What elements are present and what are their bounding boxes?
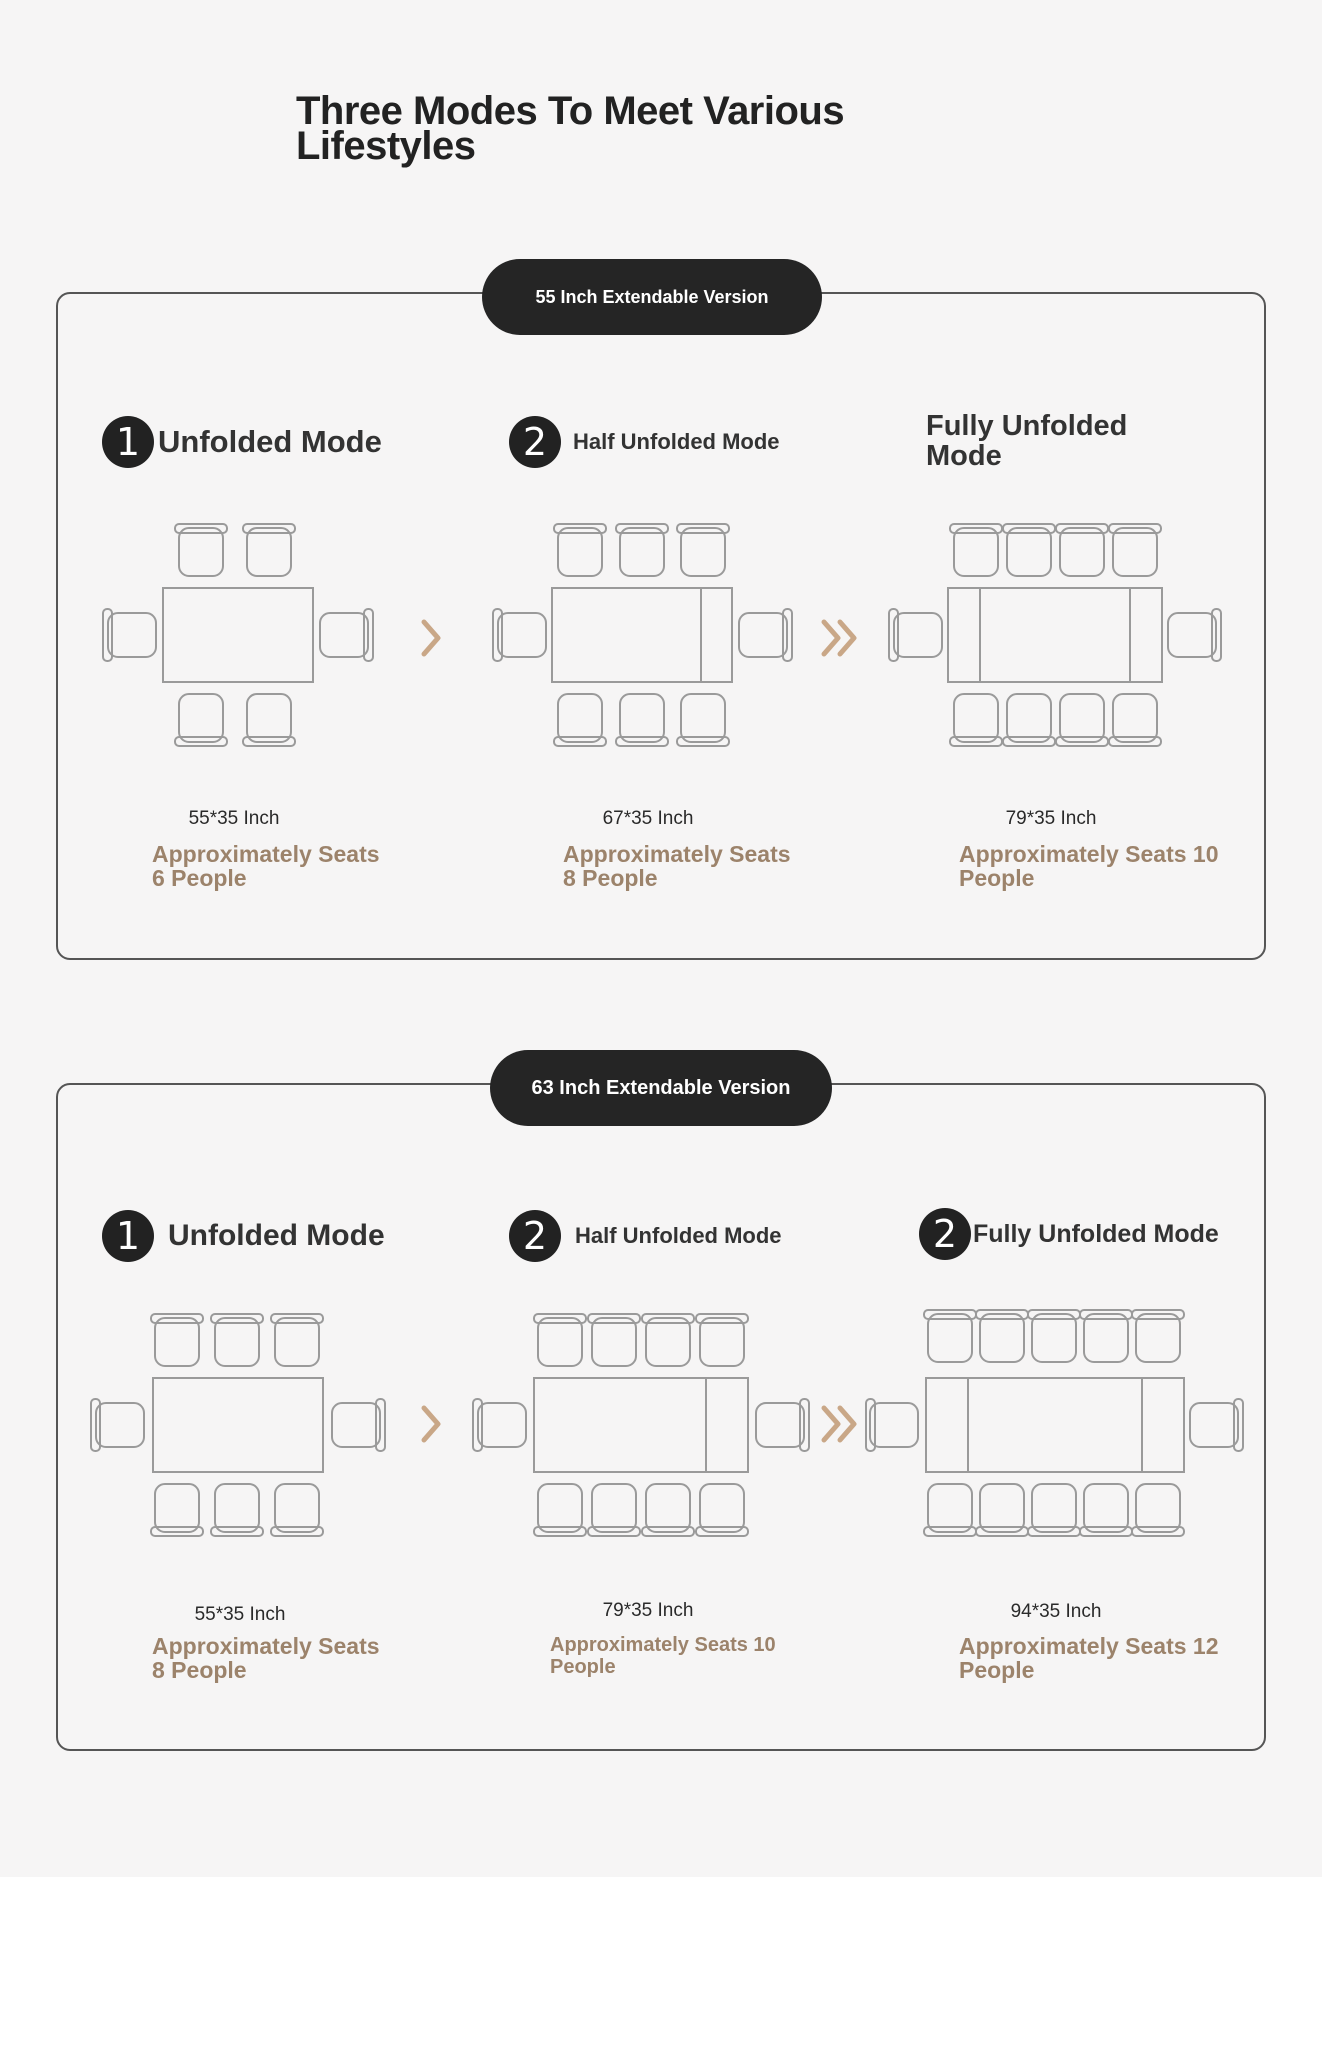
chair-icon bbox=[677, 524, 729, 576]
seat-capacity: Approximately Seats 10 People bbox=[959, 841, 1219, 891]
chair-icon bbox=[1056, 524, 1108, 576]
table-icon bbox=[552, 588, 732, 682]
chair-icon bbox=[1080, 1310, 1132, 1362]
table-diagram-6-seats bbox=[100, 520, 382, 750]
chair-icon bbox=[950, 694, 1002, 746]
chair-icon bbox=[642, 1484, 694, 1536]
version-badge-55: 55 Inch Extendable Version bbox=[482, 259, 822, 335]
table-icon bbox=[163, 588, 313, 682]
chair-icon bbox=[175, 524, 227, 576]
table-size: 79*35 Inch bbox=[602, 1600, 694, 1621]
mode-title: Fully Unfolded Mode bbox=[973, 1219, 1219, 1248]
table-size: 55*35 Inch bbox=[188, 808, 280, 829]
chair-icon bbox=[1056, 694, 1108, 746]
seat-capacity: Approximately Seats 8 People bbox=[152, 1633, 380, 1683]
chair-icon bbox=[976, 1310, 1028, 1362]
mode-title: Unfolded Mode bbox=[168, 1219, 385, 1252]
chair-icon bbox=[1003, 524, 1055, 576]
table-icon bbox=[534, 1378, 748, 1472]
chair-icon bbox=[151, 1314, 203, 1366]
chair-icon bbox=[1168, 609, 1221, 661]
table-size: 67*35 Inch bbox=[602, 808, 694, 829]
table-diagram-10-seats bbox=[884, 520, 1226, 750]
chair-icon bbox=[889, 609, 942, 661]
chair-icon bbox=[1132, 1484, 1184, 1536]
chair-icon bbox=[976, 1484, 1028, 1536]
chair-icon bbox=[924, 1484, 976, 1536]
chair-icon bbox=[1190, 1399, 1243, 1451]
chair-icon bbox=[696, 1484, 748, 1536]
chair-icon bbox=[534, 1484, 586, 1536]
mode-title: Unfolded Mode bbox=[158, 424, 382, 459]
chair-icon bbox=[950, 524, 1002, 576]
mode-head-unfolded bbox=[102, 416, 382, 468]
chair-icon bbox=[616, 694, 668, 746]
chair-icon bbox=[151, 1484, 203, 1536]
table-size: 55*35 Inch bbox=[194, 1604, 286, 1625]
number-1-icon: 1 bbox=[102, 1210, 154, 1262]
chair-icon bbox=[588, 1484, 640, 1536]
chair-icon bbox=[642, 1314, 694, 1366]
chair-icon bbox=[616, 524, 668, 576]
chair-icon bbox=[756, 1399, 809, 1451]
chair-icon bbox=[1109, 694, 1161, 746]
page-title: Three Modes To Meet Various Lifestyles bbox=[296, 89, 845, 168]
chair-icon bbox=[554, 524, 606, 576]
chair-icon bbox=[103, 609, 156, 661]
mode-head-unfolded bbox=[102, 1210, 385, 1262]
chair-icon bbox=[866, 1399, 918, 1451]
chevron-right-icon bbox=[416, 1404, 446, 1444]
chair-icon bbox=[696, 1314, 748, 1366]
number-1-icon: 1 bbox=[102, 416, 154, 468]
table-icon bbox=[926, 1378, 1184, 1472]
chair-icon bbox=[473, 1399, 526, 1451]
table-size: 94*35 Inch bbox=[1010, 1601, 1102, 1622]
chair-icon bbox=[243, 524, 295, 576]
chevron-right-icon bbox=[416, 618, 446, 658]
table-diagram-8-seats bbox=[490, 520, 796, 750]
chair-icon bbox=[554, 694, 606, 746]
table-icon bbox=[153, 1378, 323, 1472]
chair-icon bbox=[493, 609, 546, 661]
mode-title: Half Unfolded Mode bbox=[575, 1223, 782, 1248]
table-diagram-12-seats bbox=[864, 1306, 1246, 1542]
mode-head-fully-unfolded bbox=[919, 1208, 1219, 1260]
chair-icon bbox=[271, 1484, 323, 1536]
chair-icon bbox=[924, 1310, 976, 1362]
number-2-icon: 2 bbox=[509, 416, 561, 468]
version-badge-63: 63 Inch Extendable Version bbox=[490, 1050, 832, 1126]
chair-icon bbox=[211, 1484, 263, 1536]
number-2-icon: 2 bbox=[509, 1210, 561, 1262]
chair-icon bbox=[271, 1314, 323, 1366]
mode-title: Half Unfolded Mode bbox=[573, 429, 780, 454]
chair-icon bbox=[332, 1399, 385, 1451]
seat-capacity: Approximately Seats 10 People bbox=[550, 1634, 776, 1678]
table-diagram-8-seats bbox=[88, 1310, 390, 1540]
chair-icon bbox=[211, 1314, 263, 1366]
table-size: 79*35 Inch bbox=[1005, 808, 1097, 829]
chair-icon bbox=[1028, 1484, 1080, 1536]
chair-icon bbox=[1028, 1310, 1080, 1362]
mode-head-half-unfolded bbox=[509, 1210, 782, 1262]
seat-capacity: Approximately Seats 6 People bbox=[152, 841, 380, 891]
chair-icon bbox=[588, 1314, 640, 1366]
chair-icon bbox=[739, 609, 792, 661]
chair-icon bbox=[243, 694, 295, 746]
double-chevron-right-icon bbox=[818, 1404, 862, 1444]
chair-icon bbox=[175, 694, 227, 746]
chair-icon bbox=[320, 609, 373, 661]
double-chevron-right-icon bbox=[818, 618, 862, 658]
seat-capacity: Approximately Seats 12 People bbox=[959, 1633, 1219, 1683]
chair-icon bbox=[1109, 524, 1161, 576]
mode-head-fully-unfolded bbox=[926, 411, 1136, 471]
mode-title: Fully Unfolded Mode bbox=[926, 410, 1128, 472]
chair-icon bbox=[1003, 694, 1055, 746]
seat-capacity: Approximately Seats 8 People bbox=[563, 841, 791, 891]
number-2-icon: 2 bbox=[919, 1208, 971, 1260]
chair-icon bbox=[1132, 1310, 1184, 1362]
chair-icon bbox=[677, 694, 729, 746]
table-diagram-10-seats bbox=[470, 1310, 814, 1540]
chair-icon bbox=[1080, 1484, 1132, 1536]
chair-icon bbox=[91, 1399, 144, 1451]
mode-head-half-unfolded bbox=[509, 416, 780, 468]
chair-icon bbox=[534, 1314, 586, 1366]
